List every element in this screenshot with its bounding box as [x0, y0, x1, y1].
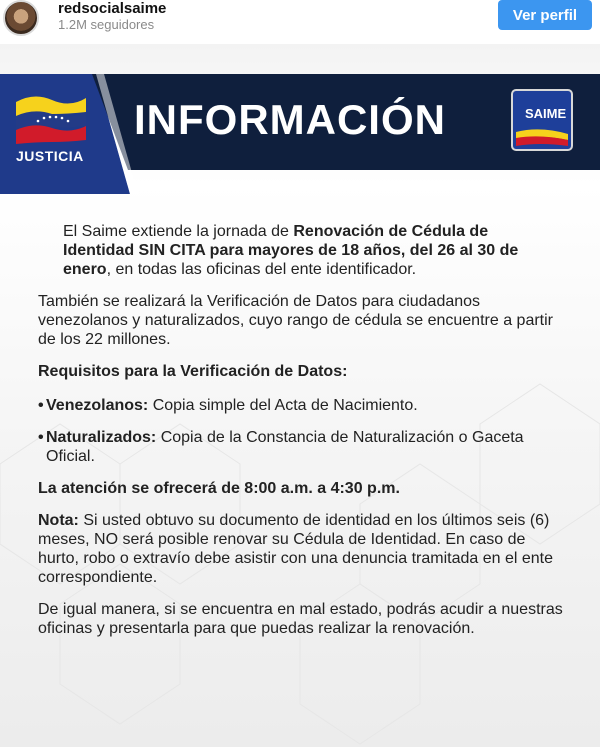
announcement-text [38, 222, 563, 651]
list-item [38, 428, 563, 466]
avatar[interactable] [3, 0, 39, 36]
requirements-heading: Requisitos para la Verificación de Datos: [38, 363, 348, 380]
banner-title: INFORMACIÓN [134, 96, 446, 143]
venezuela-flag-icon [14, 92, 88, 144]
bullet-text: Copia de la Constancia de Naturalización o Gaceta Oficial. [46, 429, 524, 465]
closing-paragraph: De igual manera, si se encuentra en mal estado, podrás acudir a nuestras oficinas y presentarla para que puedas realizar la renovación. [38, 601, 563, 637]
list-item [38, 396, 563, 415]
bullet-text: Copia simple del Acta de Nacimiento. [148, 397, 418, 414]
paragraph-intro [38, 222, 563, 279]
note-text: Si usted obtuvo su documento de identidad en los últimos seis (6) meses, NO será posible renovar su Cédula de Identidad. En caso de hurto, robo o extravío debe asistir con una denuncia tramitada en el ente correspondiente. [38, 512, 553, 586]
note-paragraph [38, 511, 563, 587]
bullet-icon: • [38, 397, 44, 414]
post-image [0, 44, 600, 747]
view-profile-button[interactable]: Ver perfil [498, 0, 592, 30]
followers-count: 1.2M seguidores [58, 17, 155, 32]
bullet-label: Venezolanos: [46, 397, 149, 414]
profile-header [0, 0, 600, 44]
username[interactable]: redsocialsaime [58, 0, 167, 17]
intro-highlight: Renovación de Cédula de Identidad SIN CITA para mayores de 18 años, del 26 al 30 de enero [63, 223, 519, 278]
intro-tail: , en todas las oficinas del ente identificador. [106, 261, 417, 278]
saime-logo-text: SAIME [525, 106, 567, 121]
paragraph-verification: También se realizará la Verificación de Datos para ciudadanos venezolanos y naturalizados, cuyo rango de cédula se encuentre a partir de los 22 millones. [38, 293, 553, 348]
bullet-label: Naturalizados: [46, 429, 157, 446]
bullet-icon: • [38, 429, 44, 446]
justicia-label: JUSTICIA [16, 148, 84, 164]
intro-lead: El Saime extiende la jornada de [63, 223, 294, 240]
note-label: Nota: [38, 512, 79, 529]
hours-text: La atención se ofrecerá de 8:00 a.m. a 4:30 p.m. [38, 480, 400, 497]
